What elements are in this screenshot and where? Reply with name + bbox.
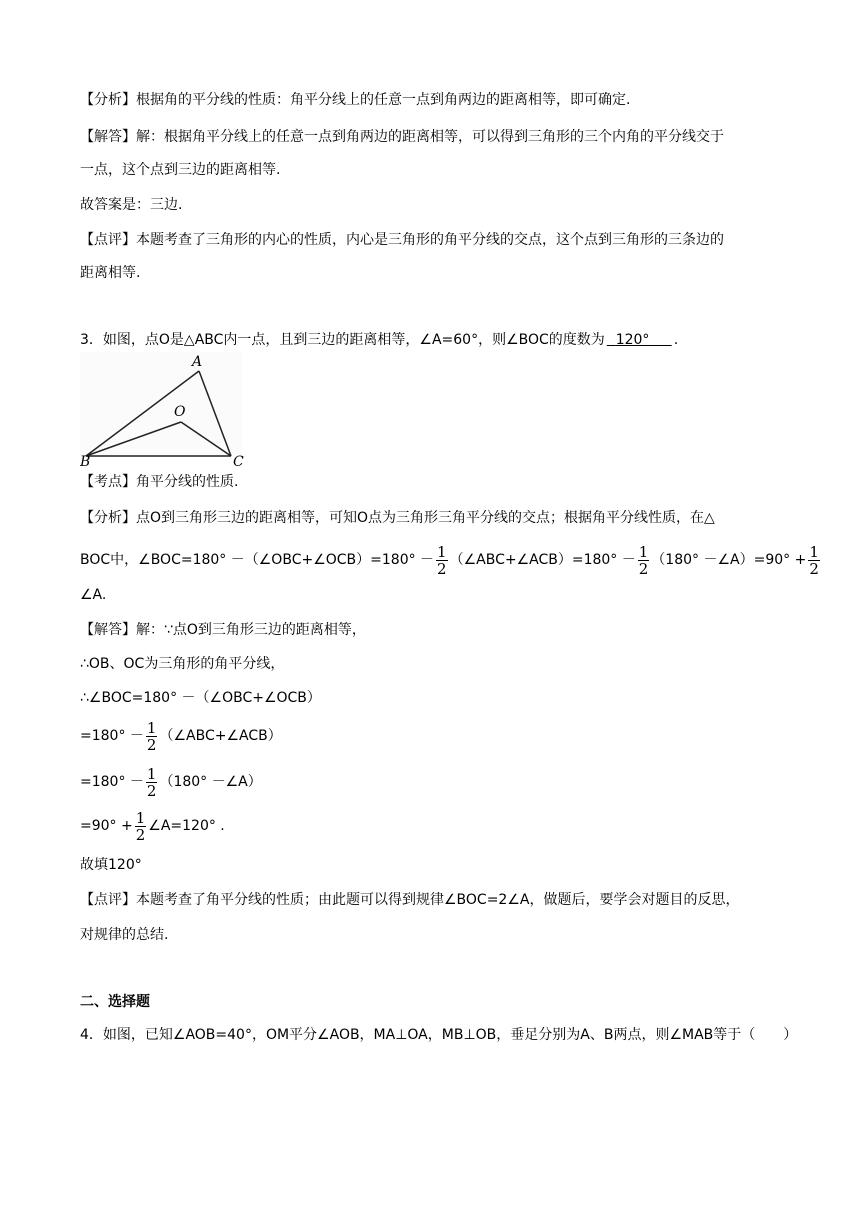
analysis-line: 【分析】根据角的平分线的性质：角平分线上的任意一点到角两边的距离相等，即可确定. [80,92,631,108]
solution-3-line-2: ∴OB、OC为三角形的角平分线， [80,656,285,672]
key-point: 【考点】角平分线的性质. [80,474,239,490]
label-a: A [192,354,203,370]
fraction: $\frac{1}{2}$ [146,764,157,800]
question-3 [80,330,678,352]
comment-3-line-2: 对规律的总结. [80,927,169,943]
analysis-3-part-a: BOC中，∠BOC=180° －（∠OBC+∠OCB）=180° － [80,552,435,568]
analysis-3-line-3: ∠A. [80,587,107,603]
triangle-figure [80,352,250,467]
solution-line-2: 一点，这个点到三边的距离相等. [80,162,281,178]
section-heading: 二、选择题 [80,994,150,1010]
fraction: $\frac{1}{2}$ [437,542,447,578]
solution-3-line-5: =180° － $\frac{1}{2}$ （180° －∠A） [80,764,262,800]
solution-line-1: 【解答】解：根据角平分线上的任意一点到角两边的距离相等，可以得到三角形的三个内角的平分线交于 [80,129,724,145]
solution-3-line-4: =180° － $\frac{1}{2}$ （∠ABC+∠ACB） [80,718,282,754]
analysis-3-part-b: （∠ABC+∠ACB）=180° － [449,552,636,568]
label-c: C [233,454,244,467]
fill-answer: 故填120° [80,857,142,873]
question-3-text: 3．如图，点O是△ABC内一点，且到三边的距离相等，∠A=60°，则∠BOC的度数为 [80,332,605,348]
analysis-3-line-2 [80,540,822,580]
analysis-3-part-c: （180° －∠A）=90° + [651,552,807,568]
comment-line-2: 距离相等. [80,265,141,281]
answer-line: 故答案是：三边. [80,197,183,213]
fraction: $\frac{1}{2}$ [638,542,649,578]
question-4: 4．如图，已知∠AOB=40°，OM平分∠AOB，MA⊥OA，MB⊥OB，垂足分别为A、B两点，则∠MAB等于（ ） [80,1027,798,1043]
answer-blank [605,332,674,348]
comment-line-1: 【点评】本题考查了三角形的内心的性质，内心是三角形的角平分线的交点，这个点到三角形的三条边的 [80,232,724,248]
fraction: $\frac{1}{2}$ [809,542,819,578]
fraction: $\frac{1}{2}$ [146,718,157,754]
solution-3-line-3: ∴∠BOC=180° －（∠OBC+∠OCB） [80,690,321,706]
answer-value: 120° [615,332,650,348]
analysis-3-line-1: 【分析】点O到三角形三边的距离相等，可知O点为三角形三角平分线的交点；根据角平分线性质，在△ [80,510,715,526]
label-b: B [80,454,91,467]
figure-background [80,352,242,457]
label-o: O [174,404,186,420]
solution-3-line-1: 【解答】解：∵点O到三角形三边的距离相等， [80,622,366,638]
question-3-end: . [673,332,679,348]
comment-3-line-1: 【点评】本题考查了角平分线的性质；由此题可以得到规律∠BOC=2∠A，做题后，要学会对题目的反思， [80,892,740,908]
solution-3-line-6: =90° + $\frac{1}{2}$ ∠A=120° . [80,808,225,844]
fraction: $\frac{1}{2}$ [135,808,146,844]
